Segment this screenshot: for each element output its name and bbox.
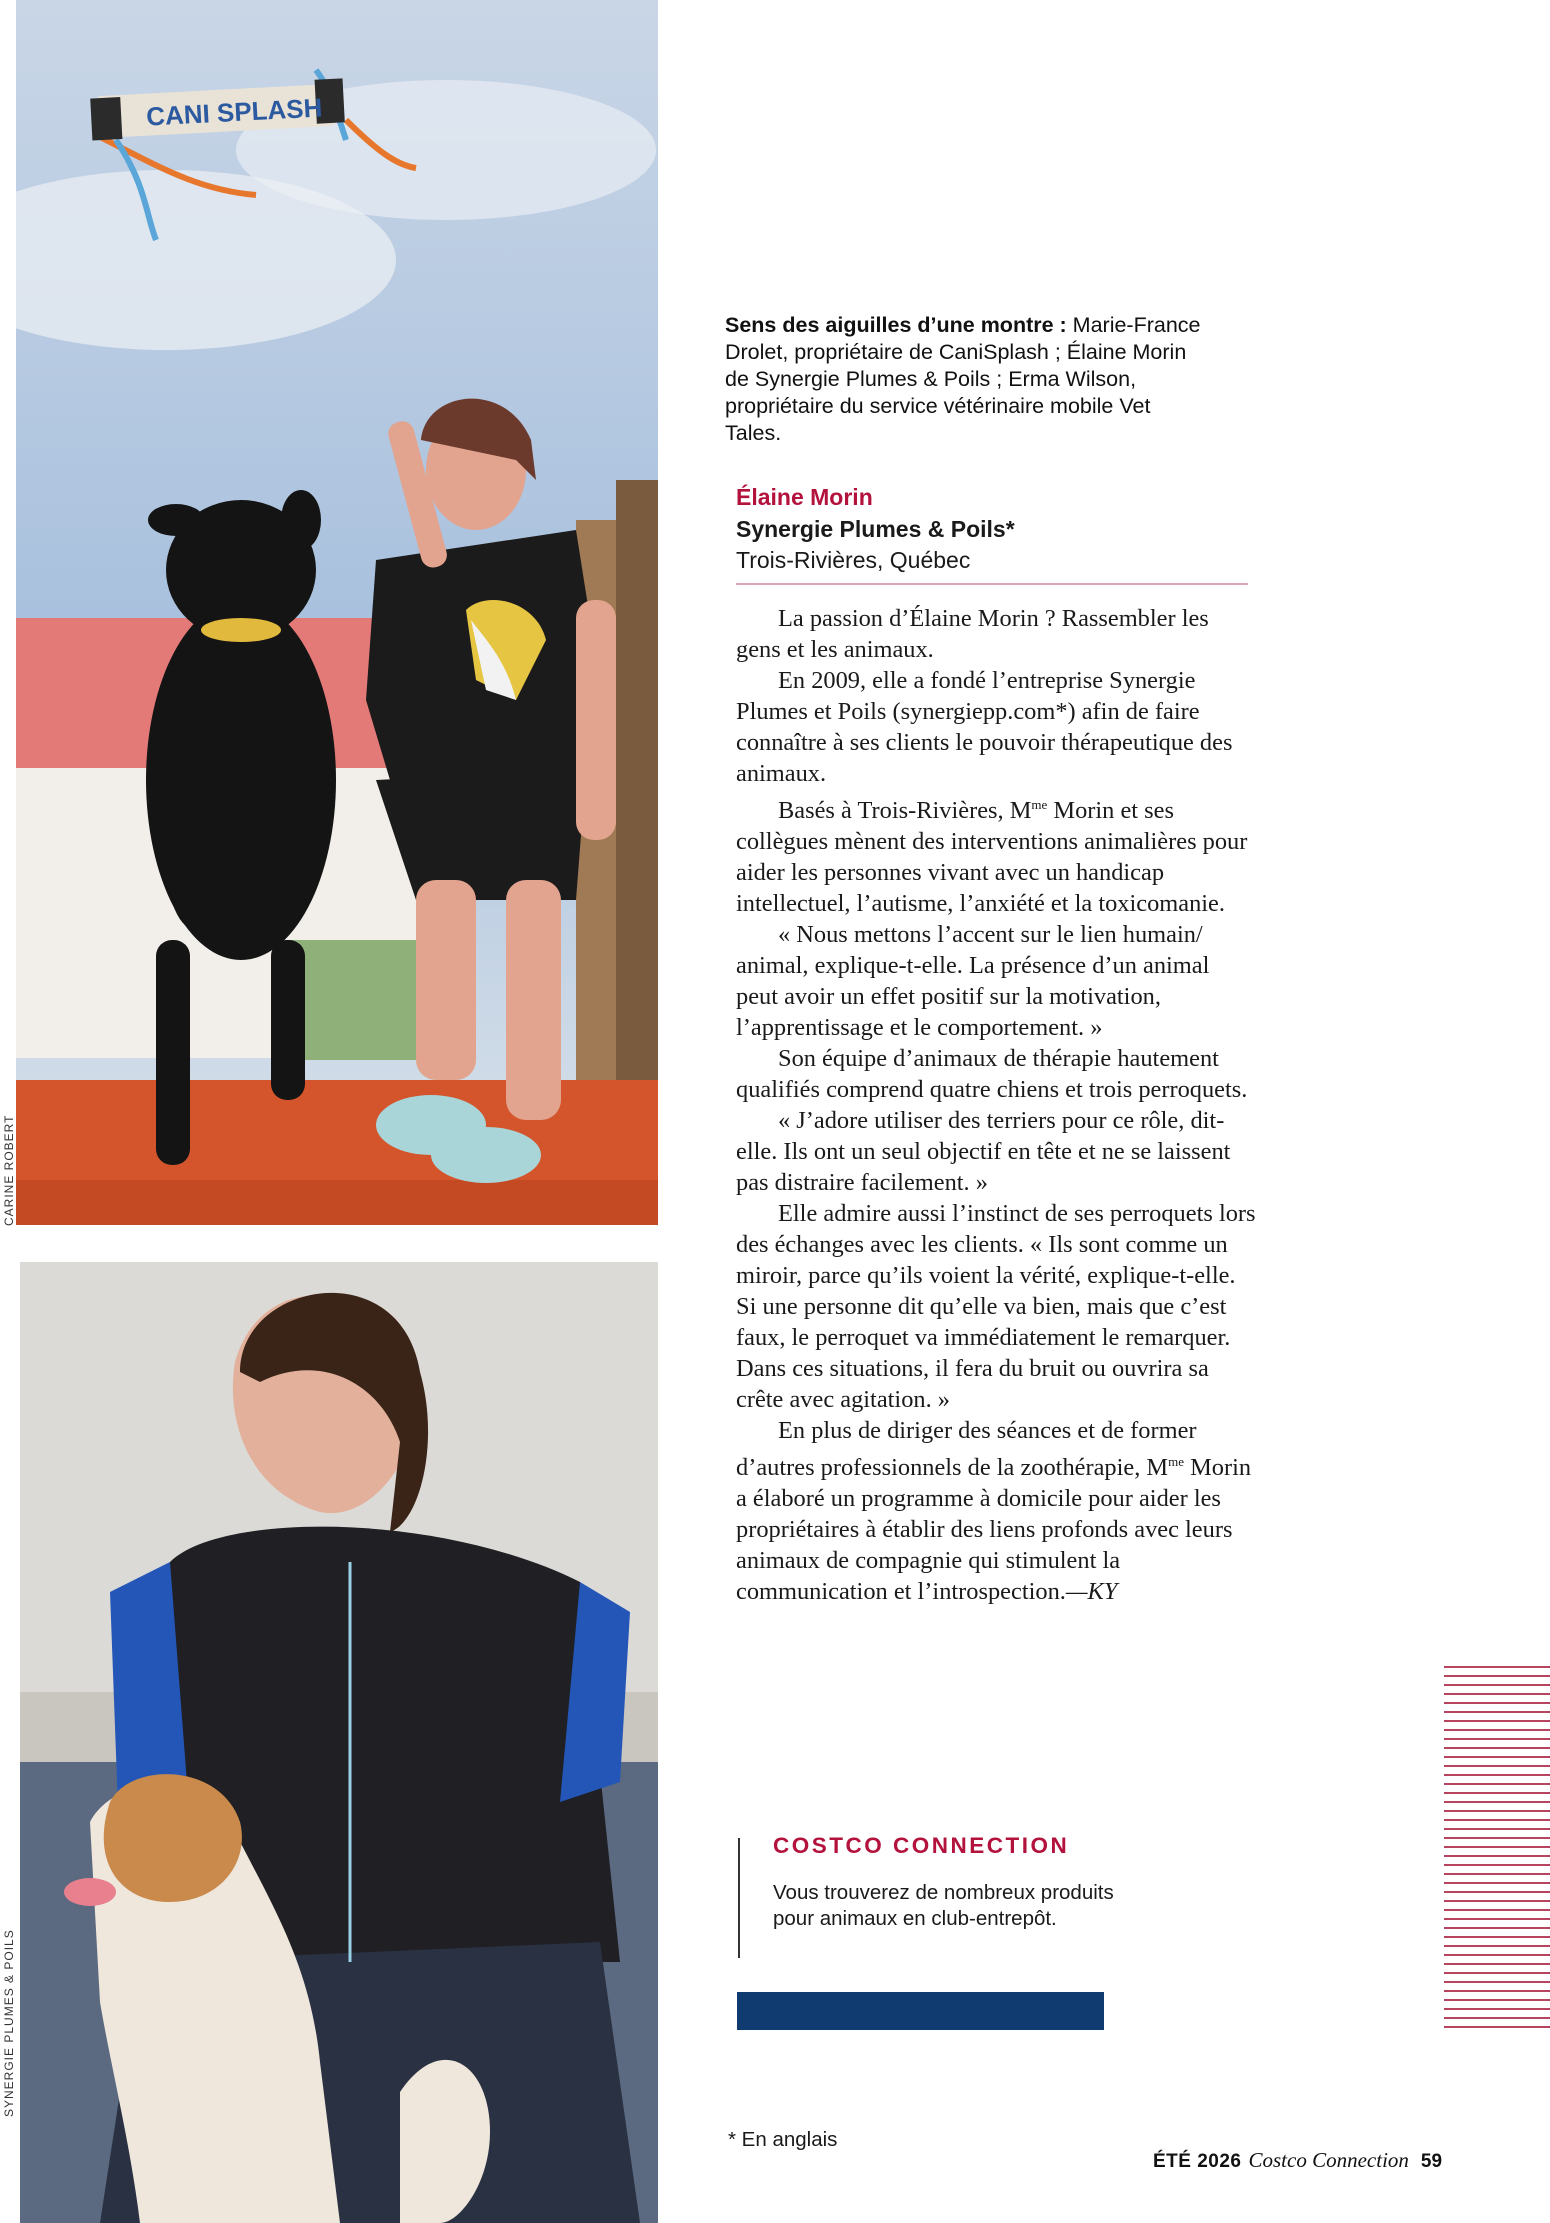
- paragraph: « J’adore utiliser des terriers pour ce rôle, dit-elle. Ils ont un seul objectif en tête et ne se laissent pas distraire facilement. »: [736, 1107, 1231, 1197]
- author-signature: —KY: [1065, 1578, 1118, 1606]
- woman-with-dog-photo: [20, 1262, 658, 2223]
- paragraph: En plus de diriger des séances et de former d’autres professionnels de la zoothérapie, $M^{me}$ Morin a élaboré un programme à domicile pour aider les propriétaires à établir des liens profonds avec leurs animaux de compagnie qui stimulent la communication et l’introspection.—KY: [736, 1417, 1252, 1606]
- costco-connection-box: [738, 1832, 1118, 1932]
- decorative-stripes: [1444, 1666, 1550, 2031]
- connection-label: COSTCO CONNECTION: [773, 1833, 1070, 1858]
- profile-header: [736, 482, 1248, 585]
- photo-credit-top: CARINE ROBERT: [2, 1114, 16, 1226]
- footnote: * En anglais: [728, 2128, 838, 2151]
- folio-season: ÉTÉ 2026: [1153, 2151, 1242, 2172]
- paragraph: « Nous mettons l’accent sur le lien humain/ animal, explique-t-elle. La présence d’un animal peut avoir un effet positif sur la motivation, l’apprentissage et le comportement. »: [736, 921, 1210, 1042]
- paragraph: Basés à Trois-Rivières, $M^{me}$ Morin et ses collègues mènent des interventions animalières pour aider les personnes vivant avec un handicap intellectuel, l’autisme, l’anxiété et la toxicomanie.: [736, 797, 1248, 918]
- profile-location: Trois-Rivières, Québec: [736, 547, 971, 573]
- caption-lead: Sens des aiguilles d’une montre :: [725, 313, 1067, 337]
- page-folio: [1153, 2148, 1442, 2173]
- photo-credit-bottom: SYNERGIE PLUMES & POILS: [2, 1929, 16, 2117]
- connection-bar: [738, 1838, 740, 1958]
- toy-text: CANI SPLASH: [145, 92, 324, 132]
- profile-divider: [736, 583, 1248, 585]
- paragraph: La passion d’Élaine Morin ? Rassembler les gens et les animaux.: [736, 605, 1209, 663]
- article-body: [736, 603, 1256, 1607]
- profile-org: Synergie Plumes & Poils*: [736, 516, 1015, 542]
- connection-text: Vous trouverez de nombreux produits pour animaux en club-entrepôt.: [773, 1881, 1114, 1930]
- connection-blue-button[interactable]: [737, 1992, 1104, 2030]
- profile-name: Élaine Morin: [736, 484, 873, 510]
- paragraph: Elle admire aussi l’instinct de ses perroquets lors des échanges avec les clients. « Ils sont comme un miroir, parce qu’ils voient la vérité, explique-t-elle. Si une personne dit qu’elle va bien, mais que c’est faux, le perroquet va immédiatement le remarquer. Dans ces situations, il fera du bruit ou ouvrira sa crête avec agitation. »: [736, 1200, 1256, 1414]
- page-number: 59: [1420, 2151, 1443, 2172]
- paragraph: En 2009, elle a fondé l’entreprise Synergie Plumes et Poils (synergiepp.com*) afin de faire connaître à ses clients le pouvoir thérapeutique des animaux.: [736, 667, 1233, 787]
- paragraph: Son équipe d’animaux de thérapie hautement qualifiés comprend quatre chiens et trois perroquets.: [736, 1045, 1248, 1104]
- dog-jump-photo: [16, 0, 658, 1225]
- folio-magazine: Costco Connection: [1248, 2148, 1409, 2172]
- caption-text: Marie-France Drolet, propriétaire de CaniSplash ; Élaine Morin de Synergie Plumes & Poils ; Erma Wilson, propriétaire du service vétérinaire mobile Vet Tales.: [725, 313, 1201, 445]
- photo-caption: [725, 312, 1205, 447]
